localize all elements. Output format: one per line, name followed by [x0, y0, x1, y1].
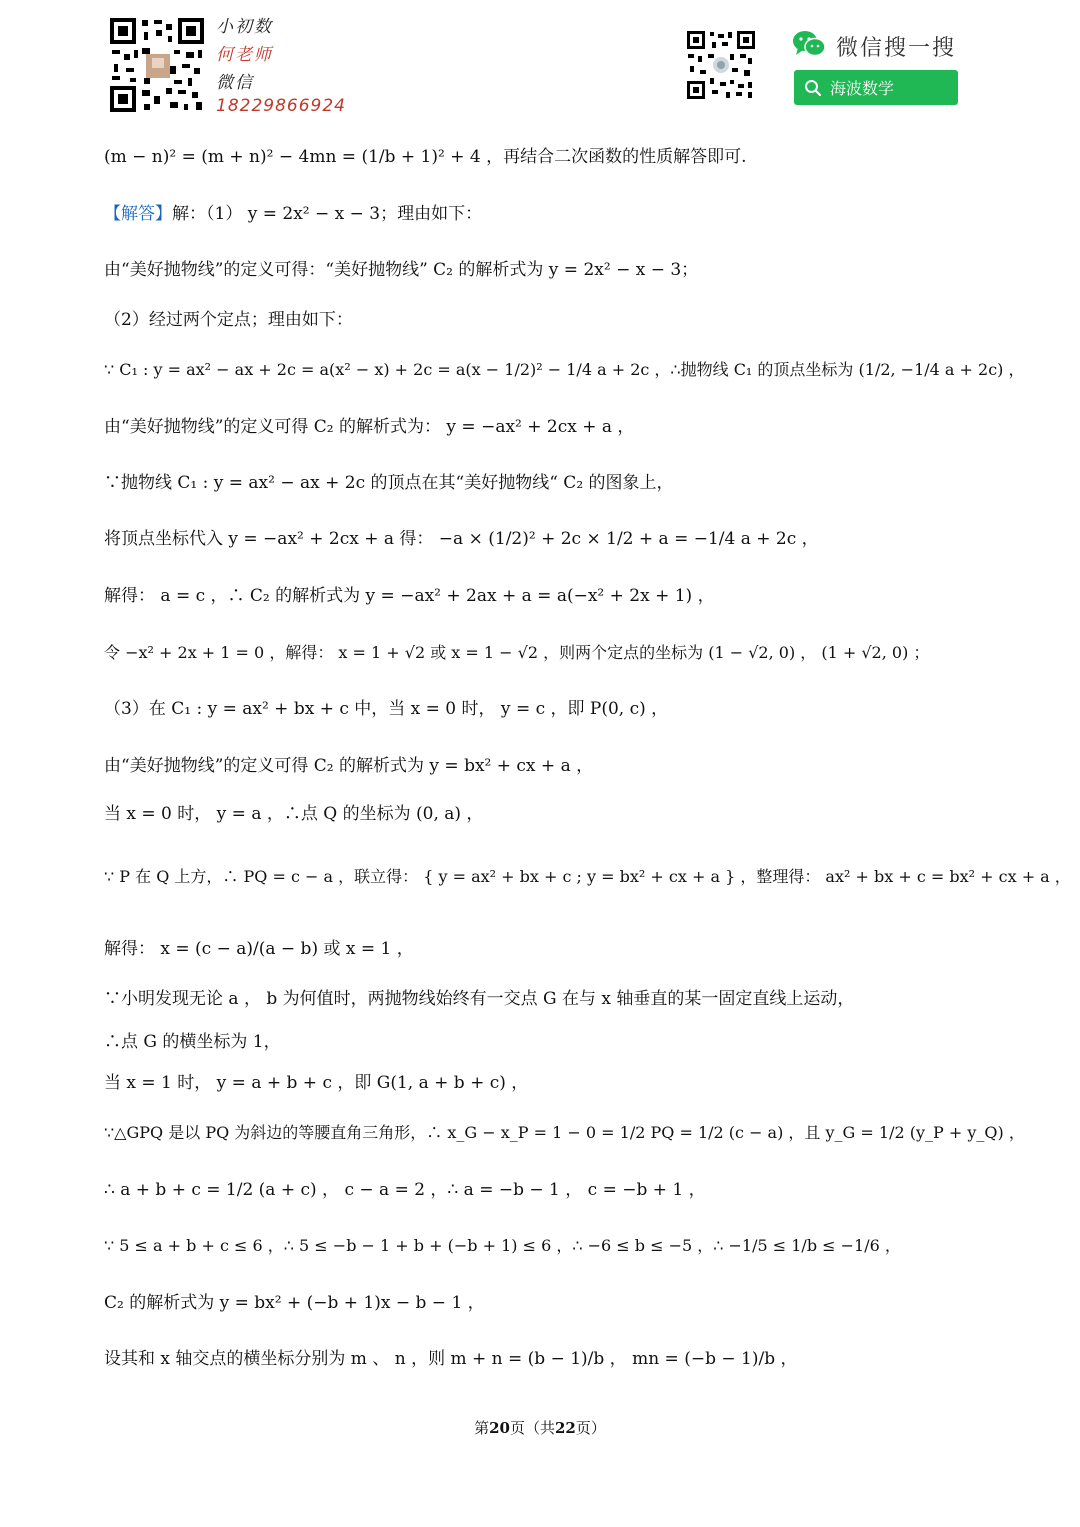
qr-code-icon — [108, 16, 206, 114]
text-line: ∵抛物线 C₁ : y = ax² − ax + 2c 的顶点在其“美好抛物线“ C₂ 的图象上， — [104, 473, 674, 493]
handwritten-teacher: 何老师 — [216, 45, 273, 65]
page-total: 22 — [555, 1419, 576, 1437]
wechat-search-title: 微信搜一搜 — [836, 35, 957, 60]
page-footer — [0, 1417, 1080, 1438]
qr-code-icon — [686, 30, 756, 100]
qr-code-right — [686, 30, 756, 100]
text-line: ∴ a + b + c = 1/2 (a + c) ， c − a = 2 ，∴ a = −b − 1 ， c = −b + 1 ， — [104, 1180, 706, 1200]
text-line: （3）在 C₁ : y = ax² + bx + c 中，当 x = 0 时， y = c ，即 P(0, c) ， — [104, 699, 669, 719]
page-number: 20 — [489, 1419, 510, 1437]
text-line: （2）经过两个定点；理由如下： — [104, 310, 353, 330]
qr-code-left — [108, 16, 206, 114]
text-line: ∵ P 在 Q 上方，∴ PQ = c − a ，联立得： { y = ax² + bx + c ; y = bx² + cx + a } ，整理得： ax² + bx + c = bx² + cx + a ， — [104, 867, 1071, 886]
text-line: 将顶点坐标代入 y = −ax² + 2cx + a 得： −a × (1/2)² + 2c × 1/2 + a = −1/4 a + 2c ， — [104, 529, 819, 549]
footer-mid: 页（共 — [509, 1419, 555, 1437]
answer-tag: 【解答】 — [104, 204, 172, 224]
search-icon — [804, 79, 822, 97]
text-line: ∵小明发现无论 a ， b 为何值时，两抛物线始终有一交点 G 在与 x 轴垂直的某一固定直线上运动， — [104, 989, 855, 1009]
text-line: ∵ 5 ≤ a + b + c ≤ 6 ，∴ 5 ≤ −b − 1 + b + (−b + 1) ≤ 6 ，∴ −6 ≤ b ≤ −5 ，∴ −1/5 ≤ 1/b ≤ −1/6 ， — [104, 1236, 901, 1255]
answer-line-1: 解：（1） y = 2x² − x − 3；理由如下： — [172, 204, 483, 224]
wechat-logo-icon — [792, 30, 826, 58]
handwritten-subject: 小初数 — [216, 17, 273, 37]
text-line: ∵ C₁ : y = ax² − ax + 2c = a(x² − x) + 2c = a(x − 1/2)² − 1/4 a + 2c ，∴抛物线 C₁ 的顶点坐标为 (1/2, −1/4 a + 2c) ， — [104, 360, 1025, 379]
text-line: ∵△GPQ 是以 PQ 为斜边的等腰直角三角形，∴ x_G − x_P = 1 − 0 = 1/2 PQ = 1/2 (c − a) ，且 y_G = 1/2 (y_P + y_Q) ， — [104, 1123, 1025, 1142]
footer-prefix: 第 — [474, 1419, 490, 1437]
footer-suffix: 页） — [575, 1419, 606, 1437]
text-line: 由“美好抛物线”的定义可得 C₂ 的解析式为 y = bx² + cx + a ， — [104, 756, 594, 776]
text-line: 解得： x = (c − a)/(a − b) 或 x = 1 ， — [104, 939, 414, 959]
handwritten-phone: 18229866924 — [216, 96, 346, 116]
text-line: 解得： a = c ，∴ C₂ 的解析式为 y = −ax² + 2ax + a = a(−x² + 2x + 1) ， — [104, 586, 715, 606]
handwritten-wechat: 微信 — [216, 73, 254, 93]
text-line: 由“美好抛物线”的定义可得：“美好抛物线” C₂ 的解析式为 y = 2x² − x − 3； — [104, 260, 699, 280]
text-line: 由“美好抛物线”的定义可得 C₂ 的解析式为： y = −ax² + 2cx + a ， — [104, 417, 635, 437]
text-line: 令 −x² + 2x + 1 = 0 ，解得： x = 1 + √2 或 x = 1 − √2 ，则两个定点的坐标为 (1 − √2, 0) ， (1 + √2, 0) ； — [104, 643, 930, 662]
text-line: 设其和 x 轴交点的横坐标分别为 m 、 n ，则 m + n = (b − 1)/b ， mn = (−b − 1)/b ， — [104, 1349, 798, 1369]
text-line: 当 x = 1 时， y = a + b + c ，即 G(1, a + b + c) ， — [104, 1073, 529, 1093]
text-line: ∴点 G 的横坐标为 1， — [104, 1032, 281, 1052]
text-line: 当 x = 0 时， y = a ，∴点 Q 的坐标为 (0, a) ， — [104, 804, 484, 824]
text-line: C₂ 的解析式为 y = bx² + (−b + 1)x − b − 1 ， — [104, 1293, 485, 1313]
text-line-answer — [104, 203, 482, 225]
search-button-label: 海波数学 — [830, 81, 895, 98]
search-button[interactable] — [794, 70, 958, 105]
text-line: (m − n)² = (m + n)² − 4mn = (1/b + 1)² + 4 ，再结合二次函数的性质解答即可. — [104, 147, 747, 167]
